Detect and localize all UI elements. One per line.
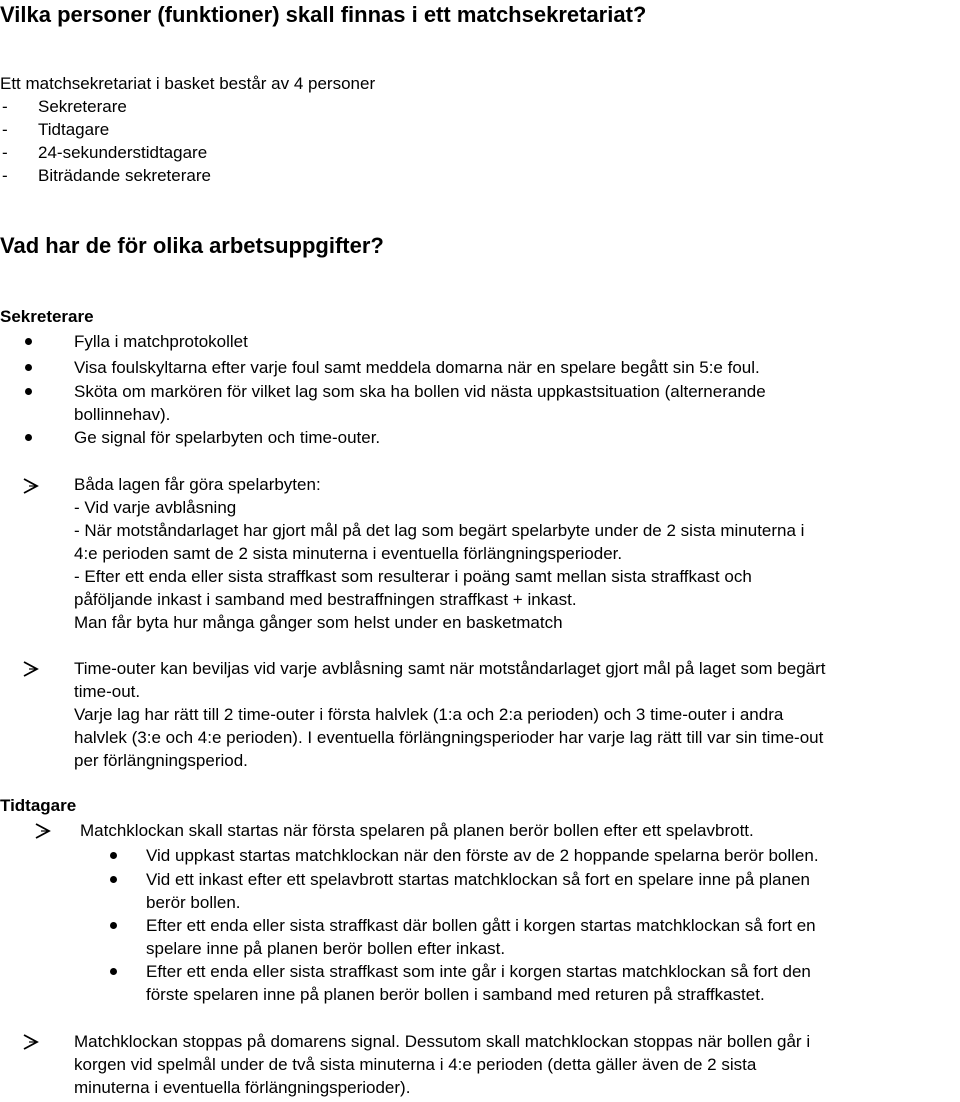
list-item: Ge signal för spelarbyten och time-outer. (74, 428, 381, 447)
text-line: Matchklockan skall startas när första spelaren på planen berör bollen efter ett spelavbrott. (80, 821, 754, 840)
text-line: - Vid varje avblåsning (74, 498, 237, 517)
intro-text: Ett matchsekretariat i basket består av 4 personer (0, 74, 376, 93)
section-heading: Vad har de för olika arbetsuppgifter? (0, 233, 384, 258)
bullet-icon (110, 922, 117, 929)
arrowhead-bullet-icon (22, 477, 40, 495)
list-item: Visa foulskyltarna efter varje foul samt meddela domarna när en spelare begått sin 5:e foul. (74, 358, 760, 377)
bullet-icon (25, 388, 32, 395)
list-item: Efter ett enda eller sista straffkast där bollen gått i korgen startas matchklockan så fort en (146, 916, 816, 935)
arrowhead-bullet-icon (34, 822, 52, 840)
list-item-continuation: spelare inne på planen berör bollen efter inkast. (146, 939, 506, 958)
bullet-icon (110, 968, 117, 975)
dash-marker: - (2, 97, 8, 116)
list-item: Tidtagare (38, 120, 110, 139)
list-item: Vid uppkast startas matchklockan när den förste av de 2 hoppande spelarna berör bollen. (146, 846, 819, 865)
text-line: påföljande inkast i samband med bestraffningen straffkast + inkast. (74, 590, 577, 609)
text-line: time-out. (74, 682, 141, 701)
bullet-icon (25, 434, 32, 441)
list-item: Fylla i matchprotokollet (74, 332, 248, 351)
arrowhead-bullet-icon (22, 660, 40, 678)
page-title: Vilka personer (funktioner) skall finnas i ett matchsekretariat? (0, 2, 647, 27)
list-item: Sekreterare (38, 97, 127, 116)
list-item-continuation: förste spelaren inne på planen berör bollen i samband med returen på straffkastet. (146, 985, 765, 1004)
text-line: Matchklockan stoppas på domarens signal. Dessutom skall matchklockan stoppas när bollen går i (74, 1032, 811, 1051)
list-item: Sköta om markören för vilket lag som ska ha bollen vid nästa uppkastsituation (alternerande (74, 382, 766, 401)
bullet-icon (110, 876, 117, 883)
text-line: - När motståndarlaget har gjort mål på det lag som begärt spelarbyte under de 2 sista minuterna i (74, 521, 805, 540)
list-item: Efter ett enda eller sista straffkast som inte går i korgen startas matchklockan så fort den (146, 962, 811, 981)
bullet-icon (110, 852, 117, 859)
list-item: Biträdande sekreterare (38, 166, 211, 185)
arrowhead-bullet-icon (22, 1033, 40, 1051)
list-item: Vid ett inkast efter ett spelavbrott startas matchklockan så fort en spelare inne på planen (146, 870, 811, 889)
text-line: - Efter ett enda eller sista straffkast som resulterar i poäng samt mellan sista straffkast och (74, 567, 752, 586)
text-line: Varje lag har rätt till 2 time-outer i första halvlek (1:a och 2:a perioden) och 3 time-outer i andra (74, 705, 784, 724)
dash-marker: - (2, 166, 8, 185)
dash-marker: - (2, 120, 8, 139)
text-line: 4:e perioden samt de 2 sista minuterna i eventuella förlängningsperioder. (74, 544, 623, 563)
sekreterare-heading: Sekreterare (0, 307, 94, 326)
bullet-icon (25, 338, 32, 345)
text-line: Båda lagen får göra spelarbyten: (74, 475, 321, 494)
text-line: per förlängningsperiod. (74, 751, 248, 770)
text-line: halvlek (3:e och 4:e perioden). I eventuella förlängningsperioder har varje lag rätt till var sin time-out (74, 728, 824, 747)
text-line: Man får byta hur många gånger som helst under en basketmatch (74, 613, 563, 632)
text-line: korgen vid spelmål under de två sista minuterna i 4:e perioden (detta gäller även de 2 sista (74, 1055, 757, 1074)
text-line: minuterna i eventuella förlängningsperioder). (74, 1078, 411, 1097)
list-item-continuation: berör bollen. (146, 893, 241, 912)
text-line: Time-outer kan beviljas vid varje avblåsning samt när motståndarlaget gjort mål på laget som begärt (74, 659, 826, 678)
tidtagare-heading: Tidtagare (0, 796, 77, 815)
bullet-icon (25, 364, 32, 371)
list-item: 24-sekunderstidtagare (38, 143, 208, 162)
list-item-continuation: bollinnehav). (74, 405, 171, 424)
dash-marker: - (2, 143, 8, 162)
